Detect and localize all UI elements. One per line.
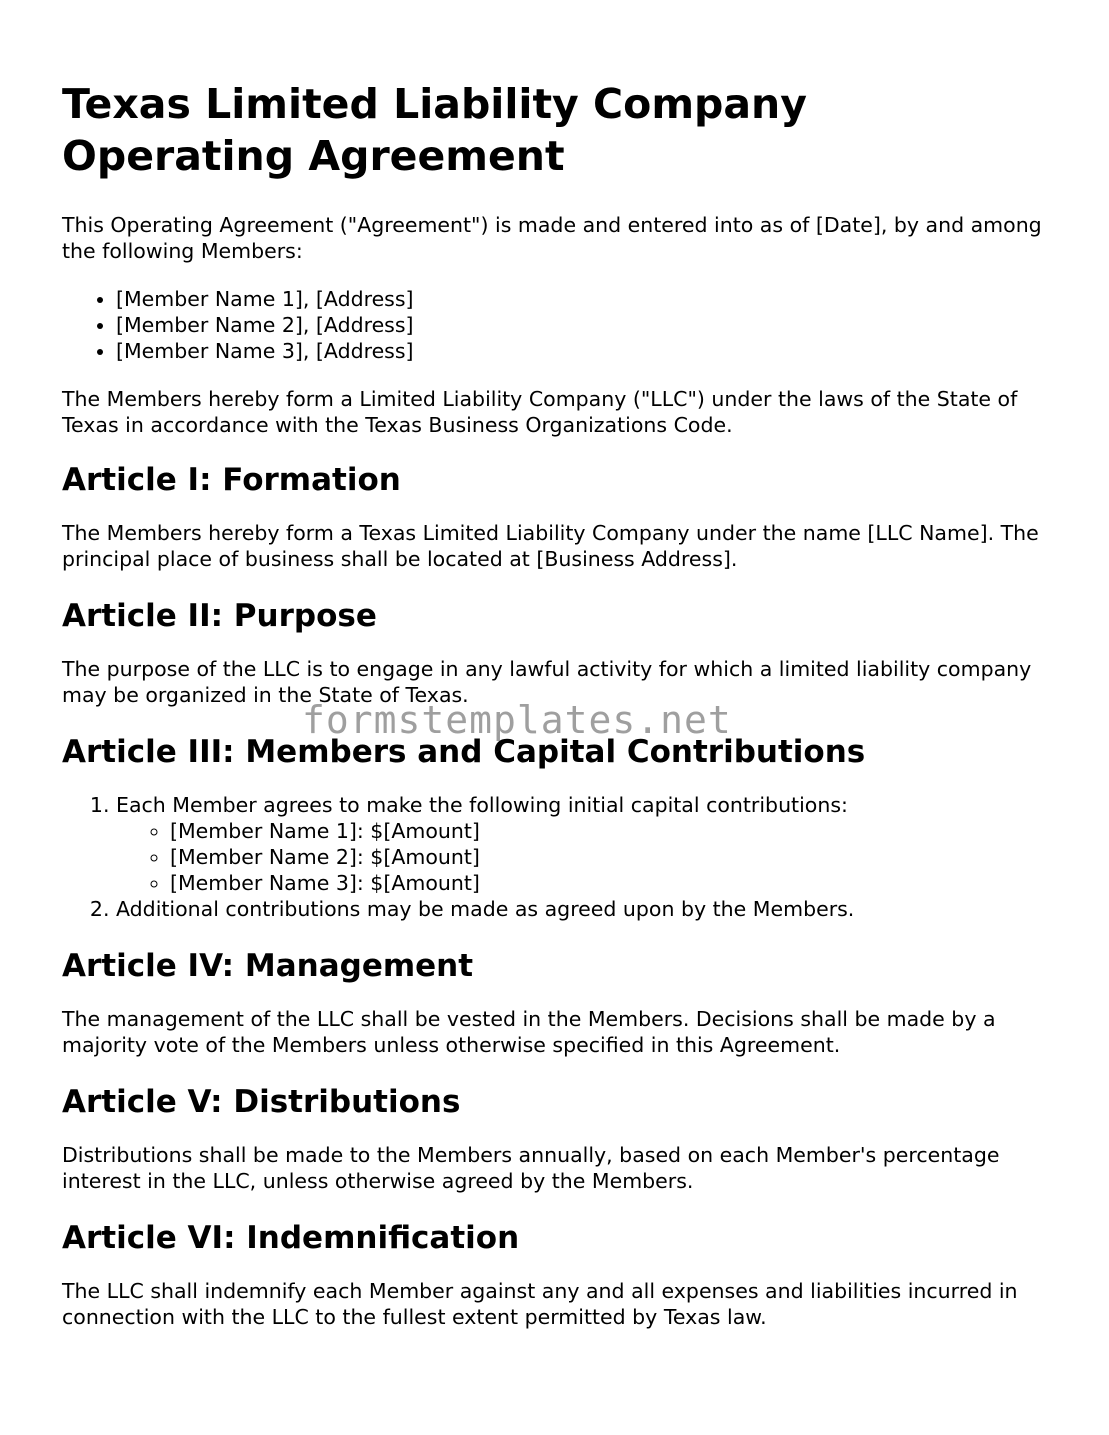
article-4-body: The management of the LLC shall be vested in the Members. Decisions shall be made by a majority vote of the Members unless otherwise specified in this Agreement. xyxy=(62,1007,996,1057)
list-item: ◦ [Member Name 2]: $[Amount] xyxy=(170,844,1052,870)
list-item: ◦ [Member Name 3]: $[Amount] xyxy=(170,870,1052,896)
article-5-heading: Article V: Distributions xyxy=(62,1084,461,1120)
contribution-sublist xyxy=(116,818,1052,896)
article-6-heading: Article VI: Indemnification xyxy=(62,1220,520,1256)
intro-paragraph: This Operating Agreement ("Agreement") is made and entered into as of [Date], by and among the following Members: xyxy=(62,213,1042,263)
article-3-heading: Article III: Members and Capital Contributions xyxy=(62,734,866,770)
formation-statement: The Members hereby form a Limited Liability Company ("LLC") under the laws of the State of Texas in accordance with the Texas Business Organizations Code. xyxy=(62,387,1018,437)
article-2-body: The purpose of the LLC is to engage in any lawful activity for which a limited liability company may be organized in the State of Texas. xyxy=(62,657,1032,707)
article-4-heading: Article IV: Management xyxy=(62,948,474,984)
article-2-heading: Article II: Purpose xyxy=(62,598,377,634)
document-title-line-2: Operating Agreement xyxy=(62,132,565,180)
list-item: • [Member Name 1], [Address] xyxy=(116,286,1052,312)
list-item: • [Member Name 3], [Address] xyxy=(116,338,1052,364)
document-title xyxy=(62,78,1052,182)
document-page xyxy=(62,78,1052,1354)
contribution-list xyxy=(62,792,1052,922)
article-6-body: The LLC shall indemnify each Member against any and all expenses and liabilities incurred in connection with the LLC to the fullest extent permitted by Texas law. xyxy=(62,1279,1018,1329)
list-item: 2. Additional contributions may be made as agreed upon by the Members. xyxy=(116,896,1052,922)
list-item xyxy=(116,792,1052,896)
contribution-item-text: Each Member agrees to make the following initial capital contributions: xyxy=(116,793,848,817)
article-1-heading: Article I: Formation xyxy=(62,462,401,498)
list-item: • [Member Name 2], [Address] xyxy=(116,312,1052,338)
list-item: ◦ [Member Name 1]: $[Amount] xyxy=(170,818,1052,844)
article-1-body: The Members hereby form a Texas Limited Liability Company under the name [LLC Name]. The principal place of business shall be located at [Business Address]. xyxy=(62,521,1039,571)
member-list xyxy=(62,286,1052,364)
document-title-line-1: Texas Limited Liability Company xyxy=(62,80,807,128)
article-5-body: Distributions shall be made to the Members annually, based on each Member's percentage interest in the LLC, unless otherwise agreed by the Members. xyxy=(62,1143,1000,1193)
watermark: formstemplates.net xyxy=(302,698,732,742)
